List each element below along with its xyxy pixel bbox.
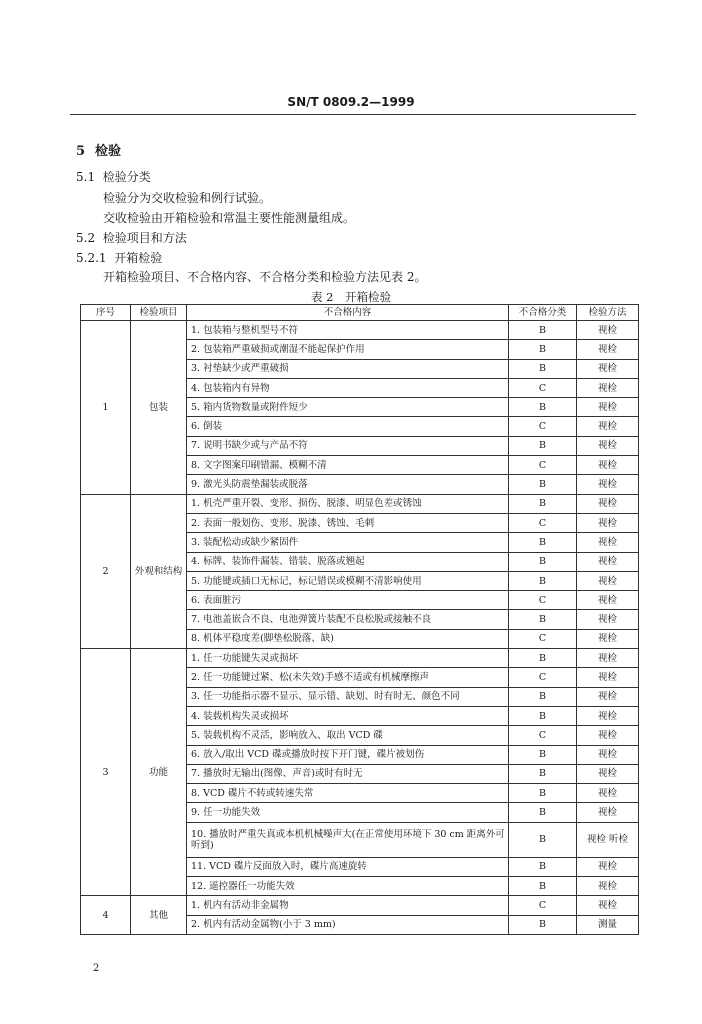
defect-content: 5. 功能键或插口无标记，标记错误或模糊不清影响使用 [187, 571, 509, 590]
defect-content: 4. 包装箱内有异物 [187, 378, 509, 397]
inspection-method: 视检 [577, 513, 639, 532]
inspection-method: 视检 [577, 896, 639, 915]
defect-content: 4. 标牌、装饰件漏装、错装、脱落或翘起 [187, 552, 509, 571]
inspection-table [80, 304, 639, 935]
defect-class: B [509, 610, 577, 629]
inspection-method: 视检 [577, 857, 639, 876]
inspection-method: 视检 [577, 591, 639, 610]
defect-class: B [509, 552, 577, 571]
subsection-title: 检验分类 [102, 170, 151, 184]
defect-class: C [509, 378, 577, 397]
paragraph: 交收检验由开箱检验和常温主要性能测量组成。 [103, 211, 356, 225]
group-item: 功能 [131, 649, 187, 896]
defect-class: B [509, 784, 577, 803]
defect-class: B [509, 764, 577, 783]
defect-class: B [509, 649, 577, 668]
inspection-method: 视检 [577, 436, 639, 455]
defect-content: 7. 电池盖嵌合不良、电池弹簧片装配不良松脱或接触不良 [187, 610, 509, 629]
defect-content: 6. 放入/取出 VCD 碟或播放时按下开门键，碟片被划伤 [187, 745, 509, 764]
inspection-method: 视检 [577, 378, 639, 397]
defect-content: 9. 任一功能失效 [187, 803, 509, 822]
defect-content: 1. 任一功能键失灵或损坏 [187, 649, 509, 668]
defect-class: B [509, 340, 577, 359]
defect-content: 9. 激光头防震垫漏装或脱落 [187, 475, 509, 494]
inspection-method: 视检 [577, 494, 639, 513]
table-header-row [81, 305, 639, 321]
table-row [81, 649, 639, 668]
subsection-5-1-heading [76, 170, 151, 184]
defect-content: 11. VCD 碟片反面放入时，碟片高速旋转 [187, 857, 509, 876]
inspection-method: 视检 [577, 359, 639, 378]
defect-class: B [509, 436, 577, 455]
defect-class: C [509, 668, 577, 687]
subsection-5-2-heading [76, 231, 187, 245]
defect-class: B [509, 533, 577, 552]
defect-content: 7. 播放时无输出(图像、声音)或时有时无 [187, 764, 509, 783]
defect-content: 1. 机内有活动非金属物 [187, 896, 509, 915]
defect-class: C [509, 417, 577, 436]
section-number: 5 [76, 144, 86, 159]
inspection-method: 视检 [577, 745, 639, 764]
group-item: 其他 [131, 896, 187, 935]
defect-class: B [509, 687, 577, 706]
group-item: 外观和结构 [131, 494, 187, 648]
defect-class: B [509, 494, 577, 513]
inspection-method: 视检 [577, 340, 639, 359]
defect-class: B [509, 398, 577, 417]
inspection-method: 视检 [577, 726, 639, 745]
defect-class: B [509, 745, 577, 764]
defect-content: 12. 遥控器任一功能失效 [187, 877, 509, 896]
inspection-method: 视检 [577, 764, 639, 783]
defect-content: 5. 箱内货物数量或附件短少 [187, 398, 509, 417]
inspection-method: 视检 [577, 571, 639, 590]
subsection-title: 检验项目和方法 [102, 231, 187, 245]
table-row [81, 494, 639, 513]
subsection-number: 5.1 [76, 170, 96, 184]
group-number: 4 [81, 896, 131, 935]
defect-content: 2. 表面一般划伤、变形、脱漆、锈蚀、毛刺 [187, 513, 509, 532]
header-method: 检验方法 [577, 305, 639, 321]
defect-class: C [509, 629, 577, 648]
defect-content: 4. 装载机构失灵或损坏 [187, 706, 509, 725]
defect-content: 6. 表面脏污 [187, 591, 509, 610]
page-number: 2 [93, 963, 100, 974]
header-rule [70, 114, 636, 115]
defect-content: 2. 包装箱严重破损或潮湿不能起保护作用 [187, 340, 509, 359]
defect-content: 5. 装载机构不灵活，影响放入、取出 VCD 碟 [187, 726, 509, 745]
inspection-method: 视检 [577, 533, 639, 552]
inspection-method: 视检 [577, 456, 639, 475]
inspection-method: 视检 [577, 706, 639, 725]
section-heading [76, 145, 121, 159]
subsection-number: 5.2.1 [76, 251, 107, 265]
defect-class: B [509, 475, 577, 494]
defect-class: B [509, 571, 577, 590]
header-no: 序号 [81, 305, 131, 321]
inspection-method: 视检 [577, 784, 639, 803]
table-caption: 表 2 开箱检验 [311, 290, 391, 304]
defect-class: C [509, 456, 577, 475]
inspection-method: 视检 [577, 610, 639, 629]
section-title: 检验 [95, 144, 122, 159]
inspection-method: 视检 [577, 668, 639, 687]
defect-class: C [509, 896, 577, 915]
defect-content: 1. 包装箱与整机型号不符 [187, 321, 509, 340]
table-row [81, 896, 639, 915]
inspection-method: 视检 [577, 649, 639, 668]
defect-class: B [509, 857, 577, 876]
inspection-method: 视检 [577, 321, 639, 340]
defect-content: 8. VCD 碟片不转或转速失常 [187, 784, 509, 803]
subsection-number: 5.2 [76, 231, 96, 245]
defect-content: 1. 机壳严重开裂、变形、损伤、脱漆、明显色差或锈蚀 [187, 494, 509, 513]
group-number: 3 [81, 649, 131, 896]
paragraph: 检验分为交收检验和例行试验。 [103, 191, 272, 205]
defect-content: 2. 任一功能键过紧、松(未失效)手感不适或有机械摩擦声 [187, 668, 509, 687]
paragraph: 开箱检验项目、不合格内容、不合格分类和检验方法见表 2。 [103, 270, 427, 284]
header-class: 不合格分类 [509, 305, 577, 321]
defect-class: C [509, 513, 577, 532]
defect-class: C [509, 726, 577, 745]
defect-class: B [509, 915, 577, 934]
defect-content: 8. 文字图案印刷错漏、模糊不清 [187, 456, 509, 475]
inspection-method: 视检 [577, 475, 639, 494]
inspection-method: 视检 [577, 398, 639, 417]
header-item: 检验项目 [131, 305, 187, 321]
defect-content: 2. 机内有活动金属物(小于 3 mm) [187, 915, 509, 934]
defect-content: 3. 任一功能指示器不显示、显示错、缺划、时有时无、颜色不同 [187, 687, 509, 706]
subsection-title: 开箱检验 [114, 251, 163, 265]
defect-class: C [509, 591, 577, 610]
inspection-method: 视检 [577, 552, 639, 571]
defect-content: 7. 说明书缺少或与产品不符 [187, 436, 509, 455]
defect-class: B [509, 877, 577, 896]
inspection-method: 视检 [577, 803, 639, 822]
defect-class: B [509, 803, 577, 822]
defect-class: B [509, 321, 577, 340]
defect-content: 10. 播放时严重失真或本机机械噪声大(在正常使用环境下 30 cm 距离外可听到) [187, 822, 509, 857]
inspection-method: 视检 [577, 629, 639, 648]
group-item: 包装 [131, 321, 187, 495]
defect-content: 8. 机体平稳度差(脚垫松脱落、缺) [187, 629, 509, 648]
defect-class: B [509, 706, 577, 725]
defect-content: 3. 装配松动或缺少紧固件 [187, 533, 509, 552]
defect-class: B [509, 822, 577, 857]
inspection-method: 测量 [577, 915, 639, 934]
inspection-method: 视检 [577, 877, 639, 896]
inspection-method: 视检 听检 [577, 822, 639, 857]
group-number: 1 [81, 321, 131, 495]
table-body [81, 321, 639, 935]
inspection-method: 视检 [577, 687, 639, 706]
standard-code: SN/T 0809.2—1999 [287, 95, 415, 109]
table-row [81, 321, 639, 340]
subsection-5-2-1-heading [76, 251, 162, 265]
header-content: 不合格内容 [187, 305, 509, 321]
defect-class: B [509, 359, 577, 378]
defect-content: 3. 衬垫缺少或严重破损 [187, 359, 509, 378]
inspection-method: 视检 [577, 417, 639, 436]
defect-content: 6. 倒装 [187, 417, 509, 436]
group-number: 2 [81, 494, 131, 648]
